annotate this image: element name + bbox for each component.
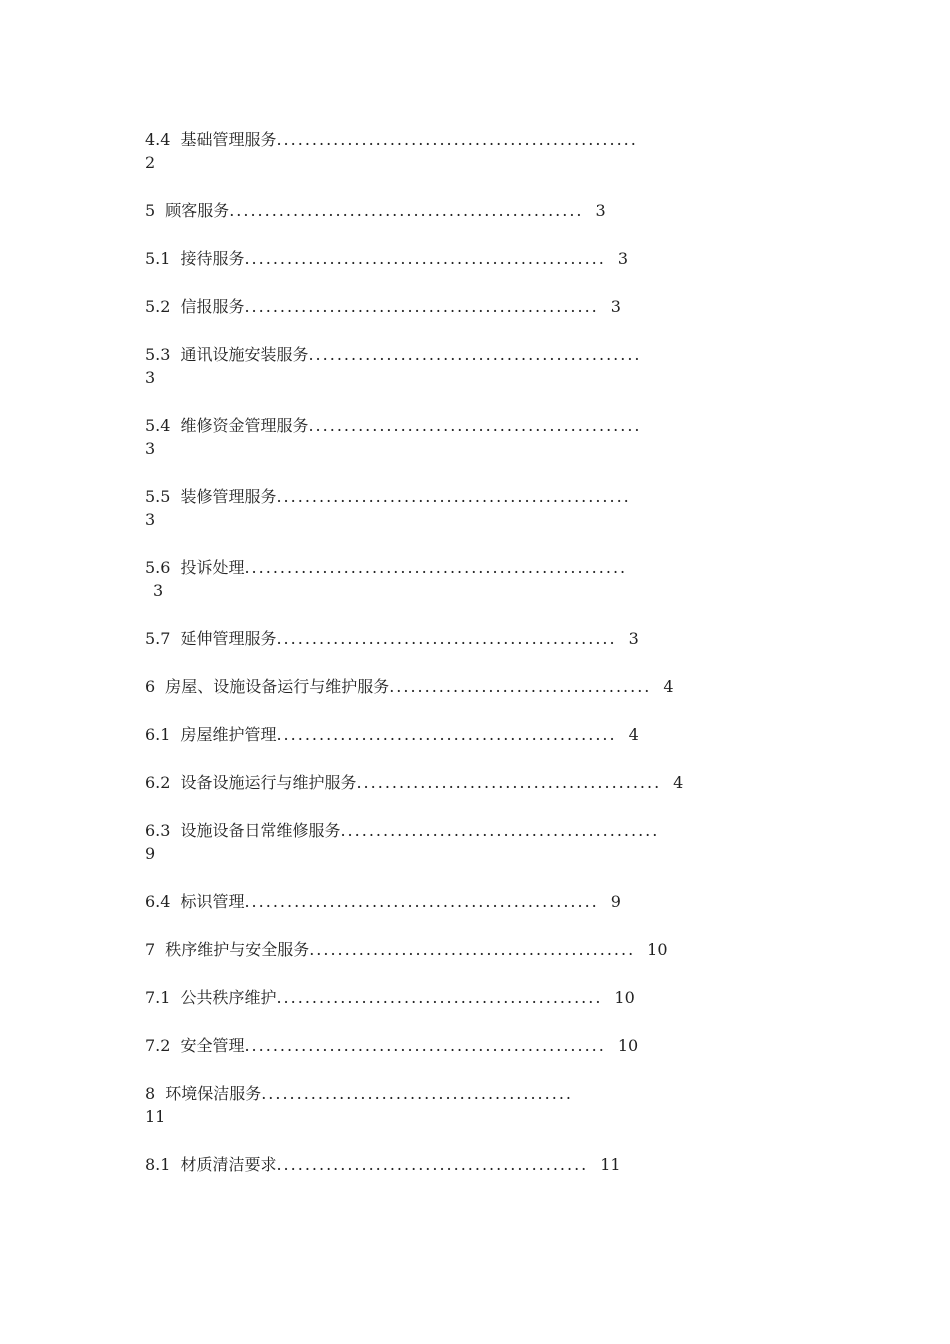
toc-entry-title: 装修管理服务 <box>180 487 277 506</box>
toc-entry <box>145 938 825 961</box>
toc-page-number: 4 <box>673 773 684 792</box>
toc-leader-dots: ........................................... <box>356 773 662 792</box>
toc-entry-title: 安全管理 <box>180 1036 245 1055</box>
toc-page-number: 3 <box>617 249 629 268</box>
toc-leader-dots: ..................................... <box>389 677 652 696</box>
toc-entry-line <box>145 295 825 318</box>
toc-entry <box>145 128 825 174</box>
toc-entry-line <box>145 986 825 1009</box>
toc-entry-number: 8.1 <box>145 1155 171 1174</box>
toc-entry-line <box>145 247 825 270</box>
toc-entry-line <box>145 199 825 222</box>
toc-entry-number: 8 <box>145 1084 156 1103</box>
toc-entry-title: 投诉处理 <box>180 558 245 577</box>
toc-entry-line <box>145 675 825 698</box>
toc-page-number: 2 <box>145 153 156 172</box>
toc-entry-number: 5.1 <box>145 249 171 268</box>
toc-entry-title: 顾客服务 <box>165 201 230 220</box>
toc-leader-dots: ................................................ <box>276 725 617 744</box>
toc-entry-line <box>145 938 825 961</box>
toc-entry <box>145 295 825 318</box>
toc-entry-line <box>145 1034 825 1057</box>
toc-entry-number: 6.1 <box>145 725 171 744</box>
toc-entry-title: 接待服务 <box>180 249 245 268</box>
toc-entry <box>145 556 825 602</box>
toc-leader-dots: ................................................... <box>244 249 606 268</box>
toc-page-number: 10 <box>617 1036 639 1055</box>
toc-leader-dots: .............................................. <box>276 988 603 1007</box>
toc-page-number: 9 <box>610 892 621 911</box>
toc-entry <box>145 1082 825 1128</box>
toc-leader-dots: ............................................. <box>340 821 660 840</box>
toc-leader-dots: ...................................................... <box>244 558 628 577</box>
toc-leader-dots: ............................................... <box>308 416 642 435</box>
toc-entry-title: 房屋维护管理 <box>180 725 277 744</box>
toc-entry <box>145 771 825 794</box>
toc-entry <box>145 986 825 1009</box>
toc-page-number: 3 <box>145 510 156 529</box>
toc-entry-title: 设施设备日常维修服务 <box>180 821 341 840</box>
toc-leader-dots: ............................................ <box>261 1084 573 1103</box>
toc-page-number: 11 <box>600 1155 621 1174</box>
toc-entry-number: 7.1 <box>145 988 171 1007</box>
toc-page-number: 3 <box>145 368 156 387</box>
toc-entry-line <box>145 627 825 650</box>
toc-entry-line <box>145 485 825 508</box>
toc-entry-number: 6.3 <box>145 821 171 840</box>
toc-entry <box>145 414 825 460</box>
toc-entry-number: 5 <box>145 201 156 220</box>
toc-page-number: 3 <box>153 581 164 600</box>
toc-entry-title: 标识管理 <box>180 892 245 911</box>
toc-entry <box>145 199 825 222</box>
toc-leader-dots: ................................................... <box>276 130 638 149</box>
toc-leader-dots: ............................................... <box>308 345 642 364</box>
toc-entry-title: 秩序维护与安全服务 <box>165 940 310 959</box>
toc-leader-dots: ................................................ <box>276 629 617 648</box>
toc-entry-title: 房屋、设施设备运行与维护服务 <box>165 677 390 696</box>
toc-entry-number: 5.3 <box>145 345 171 364</box>
toc-entry-title: 维修资金管理服务 <box>180 416 309 435</box>
toc-entry-number: 5.4 <box>145 416 171 435</box>
toc-entry-line <box>145 771 825 794</box>
toc-entry-number: 6.2 <box>145 773 171 792</box>
toc-leader-dots: .................................................. <box>244 892 599 911</box>
toc-entry <box>145 627 825 650</box>
toc-entry <box>145 675 825 698</box>
toc-entry <box>145 247 825 270</box>
toc-entry-number: 7.2 <box>145 1036 171 1055</box>
toc-entry-number: 6 <box>145 677 156 696</box>
toc-entry <box>145 485 825 531</box>
toc-page-number: 4 <box>663 677 674 696</box>
toc-entry-number: 4.4 <box>145 130 171 149</box>
toc-entry-line <box>145 556 825 579</box>
toc-entry <box>145 723 825 746</box>
toc-leader-dots: .................................................. <box>244 297 599 316</box>
toc-leader-dots: .................................................. <box>276 487 631 506</box>
toc-page-number: 3 <box>628 629 639 648</box>
toc-entry-number: 7 <box>145 940 156 959</box>
toc-entry <box>145 343 825 389</box>
toc-entry-line <box>145 1153 825 1176</box>
toc-page-number: 10 <box>614 988 635 1007</box>
toc-page-number: 3 <box>145 439 156 458</box>
toc-entry-title: 通讯设施安装服务 <box>180 345 309 364</box>
toc-entry-title: 信报服务 <box>180 297 245 316</box>
toc-leader-dots: ................................................... <box>244 1036 606 1055</box>
toc-entry-title: 延伸管理服务 <box>180 629 277 648</box>
toc-page-number: 3 <box>610 297 621 316</box>
toc-page-number: 3 <box>595 201 606 220</box>
toc-entry <box>145 890 825 913</box>
toc-entry-title: 材质清洁要求 <box>180 1155 277 1174</box>
toc-entry-number: 5.6 <box>145 558 171 577</box>
toc-entry-title: 基础管理服务 <box>180 130 277 149</box>
toc-entry-number: 5.2 <box>145 297 171 316</box>
toc-entry-line <box>145 343 825 366</box>
toc-leader-dots: ............................................ <box>276 1155 589 1174</box>
toc-page-number: 10 <box>647 940 668 959</box>
toc-entry-line <box>145 723 825 746</box>
toc-page-number: 9 <box>145 844 156 863</box>
toc-entry-title: 公共秩序维护 <box>180 988 277 1007</box>
toc-leader-dots: .............................................. <box>309 940 636 959</box>
table-of-contents <box>145 128 825 1201</box>
toc-page-number: 11 <box>145 1107 166 1126</box>
toc-entry <box>145 1034 825 1057</box>
toc-page-number: 4 <box>628 725 639 744</box>
toc-entry <box>145 819 825 865</box>
toc-entry-line <box>145 819 825 842</box>
toc-entry-line <box>145 890 825 913</box>
toc-entry-line <box>145 414 825 437</box>
toc-entry-number: 5.5 <box>145 487 171 506</box>
toc-entry-number: 5.7 <box>145 629 171 648</box>
toc-entry-number: 6.4 <box>145 892 171 911</box>
toc-entry-line <box>145 128 825 151</box>
toc-entry-line <box>145 1082 825 1105</box>
toc-leader-dots: .................................................. <box>229 201 584 220</box>
toc-entry-title: 设备设施运行与维护服务 <box>180 773 357 792</box>
toc-entry-title: 环境保洁服务 <box>165 1084 262 1103</box>
toc-entry <box>145 1153 825 1176</box>
